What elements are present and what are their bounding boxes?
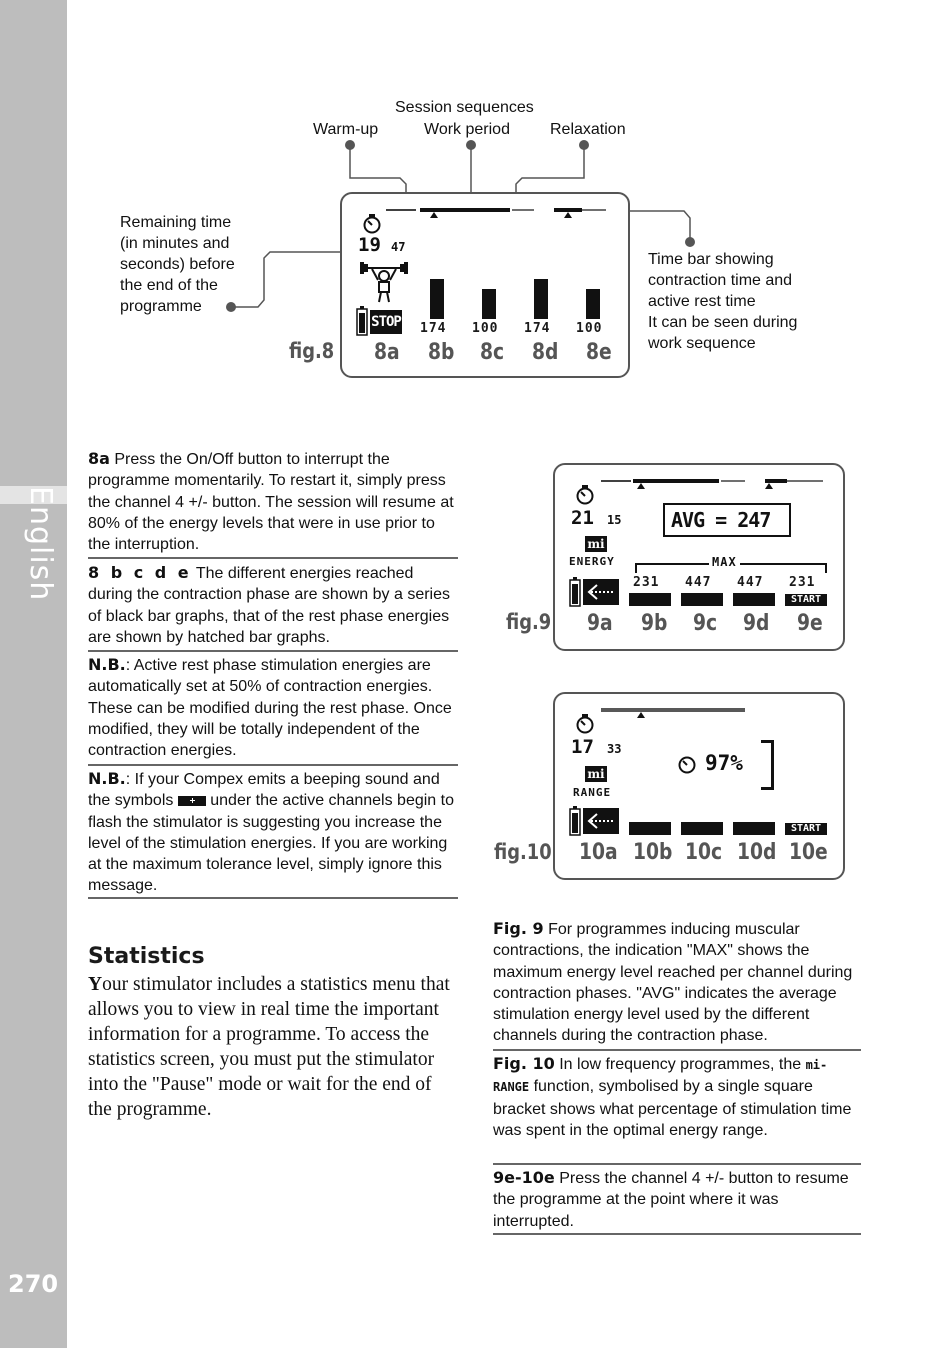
square-bracket bbox=[761, 740, 774, 790]
fig9-time-minutes: 21 bbox=[571, 507, 594, 529]
fig10-display bbox=[553, 692, 845, 880]
label-time-bar: Time bar showing contraction time and active rest time It can be seen during work sequence bbox=[648, 251, 798, 352]
clock-icon bbox=[575, 714, 595, 734]
battery-icon bbox=[569, 577, 581, 607]
divider bbox=[88, 650, 458, 652]
fig8-value-8c: 100 bbox=[472, 321, 499, 336]
fig9-bar-9b bbox=[629, 593, 671, 606]
fig9-value-9d: 447 bbox=[737, 575, 764, 590]
fig10-bar-10c bbox=[681, 822, 723, 835]
fig10-time-seconds: 33 bbox=[607, 742, 622, 756]
fig9-bar-9d bbox=[733, 593, 775, 606]
weightlifter-icon bbox=[360, 256, 412, 304]
mi-icon: mi bbox=[585, 536, 607, 552]
fig9-label: fig.9 bbox=[506, 610, 552, 634]
fig9-channel-9a: 9a bbox=[587, 611, 613, 636]
fig10-channel-10b: 10b bbox=[633, 840, 673, 865]
label-remaining-time: Remaining time (in minutes and seconds) before the end of the programme bbox=[120, 214, 235, 315]
fig10-label: fig.10 bbox=[494, 840, 552, 864]
para-fig10: Fig. 10 In low frequency programmes, the mi-RANGE function, symbolised by a single square bracket shows what percentage of stimulation time was spent in the optimal energy range. bbox=[493, 1054, 852, 1139]
mi-icon: mi bbox=[585, 766, 607, 782]
battery-icon bbox=[569, 806, 581, 836]
statistics-text: Your stimulator includes a statistics menu that allows you to view in real time the important information for a programme. To access the statistics screen, you must put the stimulator into the "Pause" mode or wait for the end of the programme. bbox=[88, 974, 450, 1120]
stop-badge: STOP bbox=[370, 310, 402, 334]
avg-value: AVG = 247 bbox=[671, 508, 771, 532]
fig9-channel-9e: 9e bbox=[797, 611, 823, 636]
language-label: English bbox=[23, 486, 58, 602]
fig10-channel-10a: 10a bbox=[579, 840, 618, 865]
fig9-time-bar bbox=[601, 475, 831, 491]
fig10-channel-10e: 10e bbox=[789, 840, 828, 865]
fig9-value-9e: 231 bbox=[789, 575, 816, 590]
fig9-value-9b: 231 bbox=[633, 575, 660, 590]
fig8-bar-8d bbox=[534, 279, 548, 319]
fig9-bar-9c bbox=[681, 593, 723, 606]
label-warmup: Warm-up bbox=[313, 121, 379, 138]
battery-icon bbox=[356, 306, 368, 336]
mi-range-symbol: mi-RANGE bbox=[493, 1058, 828, 1095]
fig8-time-bar bbox=[386, 204, 616, 220]
back-arrow-icon bbox=[583, 579, 619, 605]
fig9-display bbox=[553, 463, 845, 651]
page-number: 270 bbox=[8, 1270, 59, 1298]
para-8bcde: 8 b c d e The different energies reached during the contraction phase are shown by a series of black bar graphs, that of the rest phase energies are shown by hatched bar graphs. bbox=[88, 563, 450, 646]
fig9-time-seconds: 15 bbox=[607, 513, 622, 527]
clock-icon bbox=[362, 214, 382, 234]
fig9-channel-9b: 9b bbox=[641, 611, 668, 636]
fig8-time-minutes: 19 bbox=[358, 234, 381, 256]
fig8-channel-8e: 8e bbox=[586, 340, 612, 365]
fig8-label: fig.8 bbox=[289, 339, 335, 363]
clock-icon bbox=[575, 485, 595, 505]
divider bbox=[88, 557, 458, 559]
fig8-display bbox=[340, 192, 630, 378]
para-8a: 8a Press the On/Off button to interrupt the programme momentarily. To restart it, simply press the channel 4 +/- button. The session will resume at 80% of the energy levels that were in use prior to the interruption. bbox=[88, 449, 454, 554]
max-label: MAX bbox=[709, 555, 740, 569]
back-arrow-icon bbox=[583, 808, 619, 834]
fig8-time-seconds: 47 bbox=[391, 240, 406, 254]
fig8-value-8e: 100 bbox=[576, 321, 603, 336]
fig8-channel-8d: 8d bbox=[532, 340, 559, 365]
para-fig9: Fig. 9 For programmes inducing muscular contractions, the indication "MAX" shows the maximum energy level reached per channel during contraction phases. "AVG" indicates the average stimulation energy level used by the different channels during the contraction phase. bbox=[493, 919, 853, 1045]
fig10-bar-10b bbox=[629, 822, 671, 835]
fig9-channel-9c: 9c bbox=[693, 611, 718, 636]
fig8-channel-8b: 8b bbox=[428, 340, 455, 365]
fig10-start-badge: START bbox=[785, 823, 827, 835]
fig8-channel-8c: 8c bbox=[480, 340, 505, 365]
para-nb-1: N.B.: Active rest phase stimulation energies are automatically set at 50% of contraction energies. These can be modified during the rest phase. Once modified, they will be totally independent of the contraction energies. bbox=[88, 655, 452, 760]
fig8-bar-8b bbox=[430, 279, 444, 319]
fig8-value-8b: 174 bbox=[420, 321, 447, 336]
statistics-title: Statistics bbox=[88, 944, 205, 969]
fig9-mode: ENERGY bbox=[569, 555, 615, 568]
fig10-channel-10c: 10c bbox=[685, 840, 723, 865]
divider bbox=[88, 764, 458, 766]
fig9-value-9c: 447 bbox=[685, 575, 712, 590]
fig10-mode: RANGE bbox=[573, 786, 612, 799]
fig10-bar-10d bbox=[733, 822, 775, 835]
fig9-start-badge: START bbox=[785, 594, 827, 606]
fig8-bar-8e bbox=[586, 289, 600, 319]
para-nb-2: N.B.: If your Compex emits a beeping sound and the symbols under the active channels begin to flash the stimulator is suggesting you increase the level of the stimulation energies. If you are working at the maximum tolerance level, simply ignore this message. bbox=[88, 769, 454, 895]
label-relaxation: Relaxation bbox=[550, 121, 626, 138]
fig10-percent: 97% bbox=[705, 751, 743, 775]
para-9e-10e: 9e-10e Press the channel 4 +/- button to resume the programme at the point where it was interrupted. bbox=[493, 1168, 849, 1230]
fig8-channel-8a: 8a bbox=[374, 340, 400, 365]
fig10-channel-10d: 10d bbox=[737, 840, 777, 865]
fig9-channel-9d: 9d bbox=[743, 611, 770, 636]
divider bbox=[493, 1049, 861, 1051]
fig10-time-minutes: 17 bbox=[571, 736, 594, 758]
label-session-sequences: Session sequences bbox=[395, 99, 534, 116]
divider bbox=[493, 1233, 861, 1235]
fig8-bar-8c bbox=[482, 289, 496, 319]
clock-icon bbox=[677, 754, 697, 774]
fig10-time-bar bbox=[601, 704, 761, 720]
divider bbox=[88, 897, 458, 899]
plus-symbol-icon bbox=[178, 796, 206, 806]
avg-box bbox=[663, 503, 791, 537]
divider bbox=[493, 1163, 861, 1165]
fig8-value-8d: 174 bbox=[524, 321, 551, 336]
label-work-period: Work period bbox=[424, 121, 510, 138]
